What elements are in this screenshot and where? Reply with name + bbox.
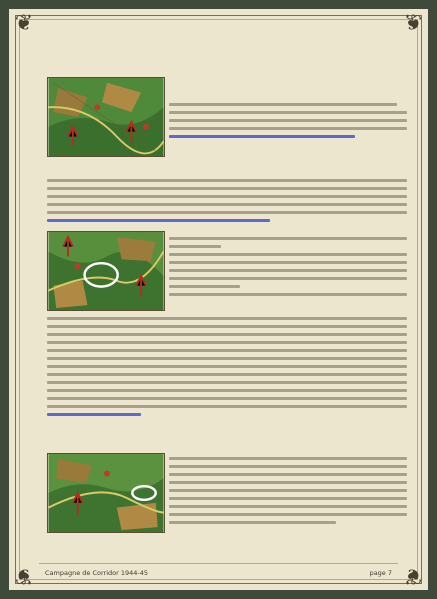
section-1-body-text: [47, 179, 407, 227]
footer-rule: [39, 563, 398, 564]
section-2-map-image: [47, 231, 165, 311]
section-2-body-text: [47, 317, 407, 421]
map-illustration: [48, 78, 164, 156]
map-illustration: [48, 232, 164, 310]
footer-left-text: Campagne de Corridor 1944-45: [45, 569, 149, 577]
corner-ornament-icon: ❦: [403, 11, 423, 36]
corner-ornament-icon: ❦: [14, 11, 34, 36]
section-3-text: [169, 457, 407, 529]
section-1-history-link[interactable]: [169, 135, 355, 138]
corner-ornament-icon: ❦: [14, 563, 34, 588]
section-2-body-link[interactable]: [47, 413, 141, 416]
section-1-map-image: [47, 77, 165, 157]
section-3-map-image: [47, 453, 165, 533]
corner-ornament-icon: ❦: [403, 563, 423, 588]
section-2-intro-text: [169, 237, 407, 301]
section-1-body-link[interactable]: [47, 219, 270, 222]
map-illustration: [48, 454, 164, 532]
footer-page-number: page 7: [369, 569, 392, 577]
page-footer: [45, 567, 392, 579]
section-1-intro-text: [169, 103, 407, 143]
